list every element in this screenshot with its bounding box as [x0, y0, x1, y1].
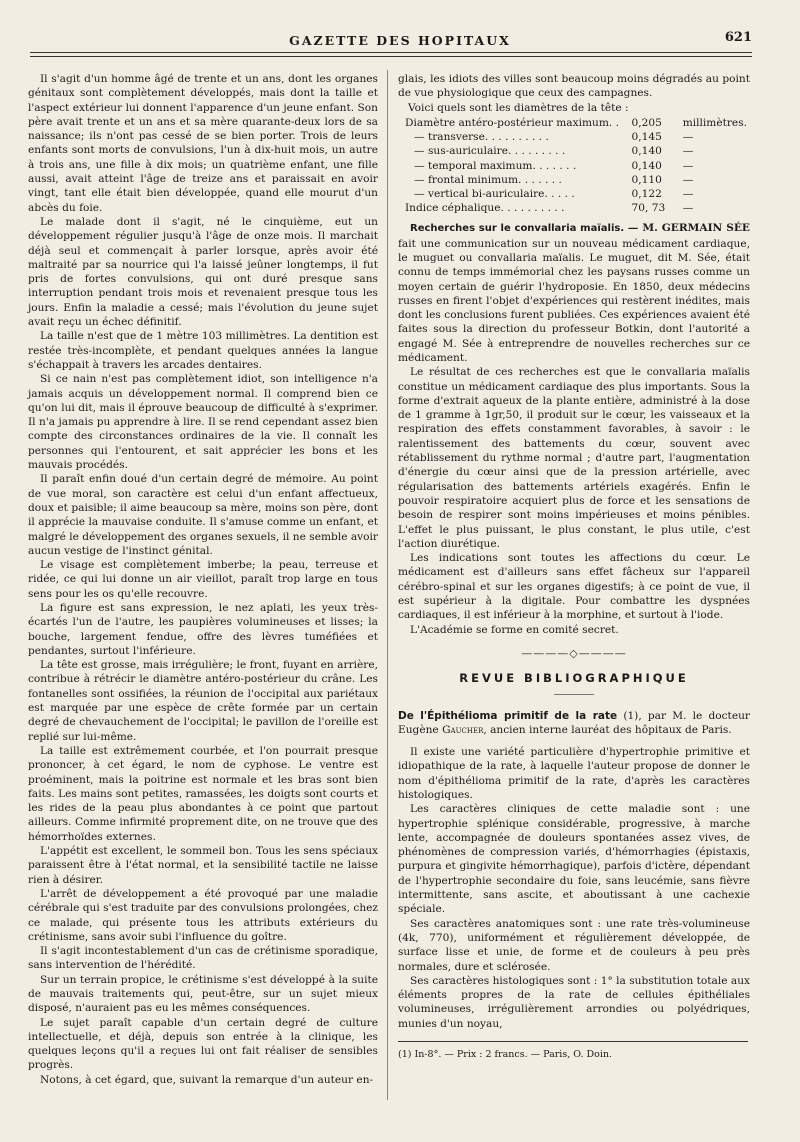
paragraph: Le résultat de ces recherches est que le convallaria maïalis constitue un médicament cardiaque des plus importants. Sous la forme d'extrait aqueux de la plante entière, administré à la dose de 1 gramme à 1gr,50, il produit sur le cœur, les vaisseaux et la respiration des effets constamment favorables, à savoir : le ralentissement des battements du cœur, souvent avec rétablissement du rythme normal ; d'autre part, l'augmentation d'énergie du cœur ainsi que de la pression artérielle, avec régularisation des battements artériels exagérés. Enfin le pouvoir respiratoire acquiert plus de force et les sensations de besoin de respirer sont moins impérieuses et moins pénibles. L'effet le plus puissant, le plus constant, le plus utile, c'est l'action diurétique.	[398, 366, 750, 550]
paragraph: Il existe une variété particulière d'hypertrophie primitive et idiopathique de la rate, à laquelle l'auteur propose de donner le nom d'épithélioma primitif de la rate, d'après les caractères histologiques.	[398, 746, 750, 801]
diameters-table	[402, 116, 750, 215]
diameter-row: — sus-auriculaire. . . . . . . . . 0,140 —	[414, 145, 694, 158]
paragraph: Les caractères cliniques de cette maladie sont : une hypertrophie splénique considérable, progressive, à marche lente, accompagnée de douleurs spontanées assez vives, de phénomènes de compression variés, d'hémorrhagies (épistaxis, purpura et gingivite hémorrhagique), parfois d'ictère, dépendant de l'hypertrophie secondaire du foie, sans leucémie, sans fièvre intermittente, sans ascite, et aboutissant à une cachexie spéciale.	[398, 803, 750, 916]
diameters-intro: Voici quels sont les diamètres de la tête :	[408, 101, 629, 114]
paragraph: La tête est grosse, mais irrégulière; le front, fuyant en arrière, contribue à rétrécir le diamètre antéro-postérieur du crâne. Les fontanelles sont ossifiées, la réunion de l'occipital aux pariétaux est marquée par une espèce de crête formée par un certain degré de chevauchement de l'occipital; le pavillon de l'oreille est replié sur lui-même.	[28, 659, 378, 743]
review-author-post: , ancien interne lauréat des hôpitaux de Paris.	[483, 723, 732, 736]
ornament-divider: ————◇————	[521, 646, 627, 660]
paragraph: La taille est extrêmement courbée, et l'on pourrait presque prononcer, à cet égard, le nom de cyphose. Le ventre est proéminent, mais la poitrine est normale et les bras sont bien faits. Les mains sont petites, ramassées, les doigts sont courts et les rides de la peau plus abondantes à ce point que partout ailleurs. Comme infirmité proprement dite, on ne trouve que des hémorrhoïdes externes.	[28, 744, 378, 843]
paragraph: Le malade dont il s'agit, né le cinquième, eut un développement régulier jusqu'à l'âge de onze mois. Il marchait déjà seul et commençait à parler lorsque, après avoir été maltraité par sa nourrice qui l'a laissé jeûner longtemps, il fut pris de fortes convulsions, qui ont duré presque sans interruption pendant trois mois et revenaient presque tous les jours. Enfin la maladie a cessé; mais l'évolution du jeune sujet avait reçu un échec définitif.	[28, 215, 378, 329]
review-author-pre: par M. le docteur Eugène	[398, 709, 750, 736]
paragraph: Le visage est complètement imberbe; la peau, terreuse et ridée, ce qui lui donne un air vieillot, paraît trop large en tous sens pour les os qu'elle recouvre.	[28, 559, 378, 600]
diameter-row: Indice céphalique. . . . . . . . . . 70, 73 —	[405, 202, 694, 215]
paragraph: L'Académie se forme en comité secret.	[410, 623, 619, 636]
review-footnote-ref: (1),	[623, 709, 642, 722]
right-column	[398, 72, 750, 1062]
diameter-row: — frontal minimum. . . . . . . 0,110 —	[414, 173, 694, 186]
page-number: 621	[724, 30, 752, 45]
paragraph-continuation: glais, les idiots des villes sont beaucoup moins dégradés au point de vue physiologique que ceux des campagnes.	[398, 73, 750, 100]
section-title: REVUE BIBLIOGRAPHIQUE	[459, 671, 689, 686]
diameter-row: — temporal maximum. . . . . . . 0,140 —	[414, 159, 694, 172]
page-header-title: GAZETTE DES HOPITAUX	[289, 33, 511, 48]
review-heading: De l'Épithélioma primitif de la rate	[398, 709, 618, 722]
convallaria-heading: Recherches sur le convallaria maïalis.	[410, 223, 625, 235]
paragraph: Le sujet paraît capable d'un certain degré de culture intellectuelle, et déjà, depuis son entrée à la clinique, les quelques leçons qu'il a reçues lui ont fait réaliser de sensibles progrès.	[28, 1016, 378, 1072]
paragraph: L'appétit est excellent, le sommeil bon. Tous les sens spéciaux paraissent être à l'état normal, et la sensibilité tactile ne laisse rien à désirer.	[28, 845, 378, 886]
review-author-name: Gaucher	[442, 723, 484, 736]
paragraph: Ses caractères histologiques sont : 1° la substitution totale aux éléments propres de la rate de cellules épithéliales volumineuses, irrégulièrement arrondies ou polyédriques, munies d'un noyau,	[398, 974, 750, 1030]
paragraph: Il paraît enfin doué d'un certain degré de mémoire. Au point de vue moral, son caractère est celui d'un enfant affectueux, doux et paisible; il aime beaucoup sa mère, moins son père, dont il apprécie la mauvaise conduite. Il s'amuse comme un enfant, et malgré le développement des organes sexuels, il ne semble avoir aucun vestige de l'instinct génital.	[28, 473, 378, 557]
paragraph: Notons, à cet égard, que, suivant la remarque d'un auteur en-	[40, 1073, 374, 1086]
paragraph: Il s'agit incontestablement d'un cas de crétinisme sporadique, sans intervention de l'hérédité.	[28, 945, 378, 972]
paragraph: La taille n'est que de 1 mètre 103 millimètres. La dentition est restée très-incomplète, et pendant quelques années la langue s'échappait à travers les arcades dentaires.	[28, 330, 378, 371]
paragraph: Ses caractères anatomiques sont : une rate très-volumineuse (4k, 770), uniformément et régulièrement développée, de surface lisse et unie, de forme et de couleurs à peu près normales, dure et sclérosée.	[398, 917, 750, 973]
paragraph: La figure est sans expression, le nez aplati, les yeux très-écartés l'un de l'autre, les paupières volumineuses et lisses; la bouche, largement fendue, offre des lèvres tuméfiées et pendantes, surtout l'inférieure.	[28, 601, 378, 657]
convallaria-paragraph	[398, 221, 750, 365]
header-rule	[30, 52, 752, 53]
paragraph: L'arrêt de développement a été provoqué par une maladie cérébrale qui s'est traduite par des convulsions prolongées, chez ce malade, qui présente tous les attributs extérieurs du crétinisme, sans avoir subi l'influence du goître.	[28, 887, 378, 943]
diameter-row: — transverse. . . . . . . . . . 0,145 —	[414, 131, 694, 144]
left-column	[28, 72, 378, 1087]
section-rule	[554, 694, 594, 695]
convallaria-author: — M. GERMAIN SÉE	[627, 222, 750, 235]
footnote: (1) In-8°. — Prix : 2 francs. — Paris, O. Doin.	[398, 1049, 613, 1061]
diameter-row: Diamètre antéro-postérieur maximum. . 0,205 millimètres.	[405, 116, 747, 129]
convallaria-text: fait une communication sur un nouveau médicament cardiaque, le muguet ou convallaria maïalis. Le muguet, dit M. Sée, était connu de temps immémorial chez les paysans russes comme un moyen certain de guérir l'hydroposie. En 1850, deux médecins russes en firent l'objet d'expériences qui restèrent inédites, mais dont les conclusions furent publiées. Ces expériences avaient été faites sous la direction du professeur Botkin, dont l'autorité a engagé M. Sée à entreprendre de nouvelles recherches sur ce médicament.	[398, 237, 750, 364]
paragraph: Si ce nain n'est pas complètement idiot, son intelligence n'a jamais acquis un développement normal. Il comprend bien ce qu'on lui dit, mais il éprouve beaucoup de difficulté à s'exprimer. Il n'a jamais pu apprendre à lire. Il se rend cependant assez bien compte des circonstances ordinaires de la vie. Il connaît les personnes qui l'entourent, et sait apprécier les bons et les mauvais procédés.	[28, 373, 378, 472]
footnote-rule	[398, 1041, 748, 1042]
header-rule-double	[30, 56, 752, 57]
review-intro	[398, 709, 750, 738]
paragraph: Sur un terrain propice, le crétinisme s'est développé à la suite de mauvais traitements qui, peut-être, sur un sujet mieux disposé, n'auraient pas eu les mêmes conséquences.	[28, 973, 378, 1015]
paragraph: Il s'agit d'un homme âgé de trente et un ans, dont les organes génitaux sont complètement développés, mais dont la taille et l'aspect extérieur lui donnent l'apparence d'un jeune enfant. Son père avait trente et un ans et sa mère quarante-deux lors de sa naissance; ils n'ont pas cessé de se bien porter. Trois de leurs enfants sont morts de convulsions, l'un à dix-huit mois, un autre à trois ans, une fille à dix mois; un quatrième enfant, une fille aussi, avait atteint l'âge de treize ans et paraissait en avoir vingt, tant elle était bien développée, quand elle mourut d'un abcès du foie.	[28, 73, 378, 214]
column-divider	[387, 70, 388, 1100]
diameter-row: — vertical bi-auriculaire. . . . . 0,122 —	[414, 187, 694, 200]
paragraph: Les indications sont toutes les affections du cœur. Le médicament est d'ailleurs sans effet fâcheux sur l'appareil cérébro-spinal et sur les organes digestifs; à ce point de vue, il est supérieur à la digitale. Pour combattre les dyspnées cardiaques, il est inférieur à la morphine, et surtout à l'iode.	[398, 552, 750, 622]
